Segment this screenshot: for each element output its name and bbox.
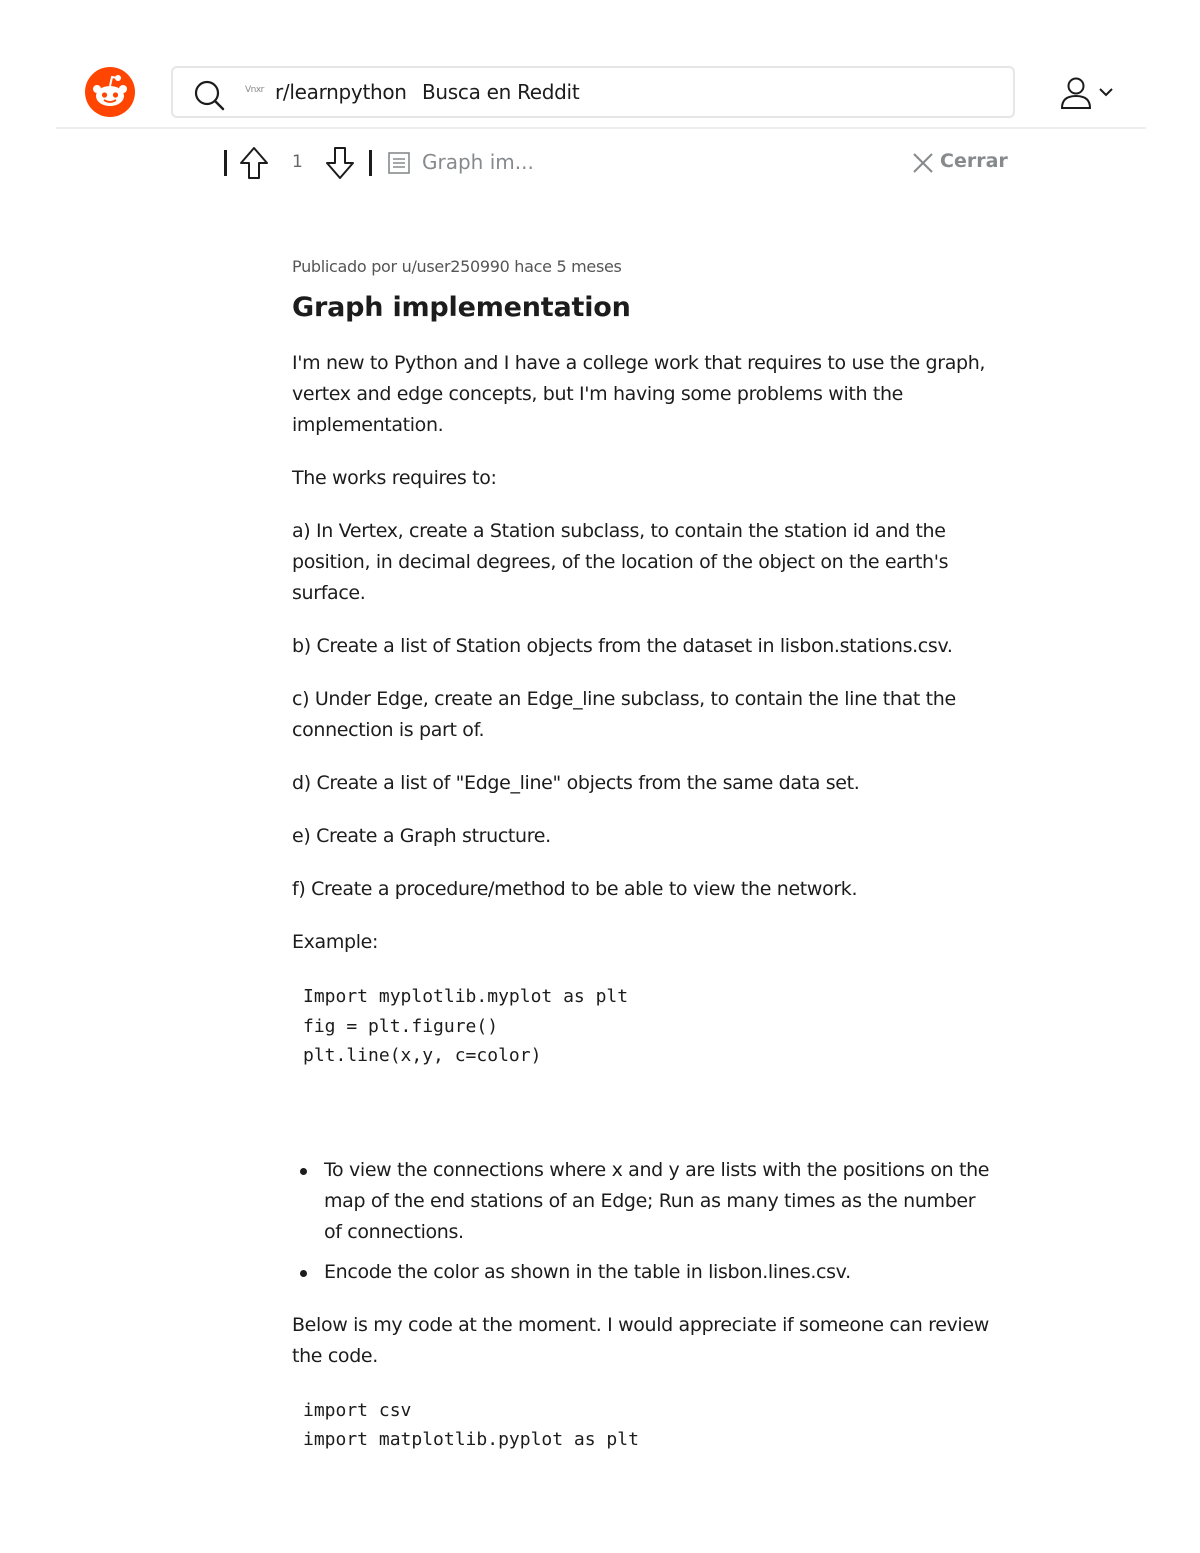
list-item	[292, 1155, 992, 1248]
post-intro: I'm new to Python and I have a college work that requires to use the graph, vertex and edge concepts, but I'm having some problems with the implementation.	[292, 352, 986, 436]
bullet-text: Encode the color as shown in the table in lisbon.lines.csv.	[324, 1260, 851, 1283]
close-icon	[912, 152, 934, 174]
downvote-arrow-icon[interactable]	[324, 146, 356, 180]
upvote-arrow-icon[interactable]	[238, 146, 270, 180]
example-label: Example:	[292, 931, 379, 953]
bullet-text: To view the connections where x and y are lists with the positions on the map of the end stations of an Edge; Run as many times as the number of connections.	[324, 1158, 990, 1243]
post-closing: Below is my code at the moment. I would appreciate if someone can review the code.	[292, 1313, 989, 1367]
post-requires: The works requires to:	[292, 467, 497, 489]
text-post-icon	[387, 151, 411, 175]
user-icon	[1062, 79, 1090, 109]
subreddit-icon: Vnxr	[245, 85, 264, 95]
requirement-item: e) Create a Graph structure.	[292, 825, 551, 847]
code-line: import matplotlib.pyplot as plt	[303, 1429, 639, 1450]
close-label: Cerrar	[940, 150, 1008, 172]
requirement-item: f) Create a procedure/method to be able to view the network.	[292, 878, 858, 900]
requirement-item: c) Under Edge, create an Edge_line subclass, to contain the line that the connection is part of.	[292, 688, 956, 741]
bullet-list	[292, 1155, 992, 1288]
list-item	[292, 1257, 992, 1288]
search-icon	[193, 79, 225, 111]
code-block	[303, 1396, 992, 1455]
requirement-item: a) In Vertex, create a Station subclass, to contain the station id and the position, in decimal degrees, of the location of the object on the earth's surface.	[292, 520, 949, 604]
toolbar-divider	[224, 150, 227, 176]
example-code-block	[303, 982, 992, 1071]
bullet-icon	[300, 1270, 307, 1277]
code-line: Import myplotlib.myplot as plt	[303, 986, 629, 1007]
search-input[interactable]: Busca en Reddit	[422, 80, 580, 104]
requirement-item: b) Create a list of Station objects from the dataset in lisbon.stations.csv.	[292, 635, 953, 657]
chevron-down-icon	[1100, 89, 1112, 95]
vote-count: 1	[292, 152, 303, 172]
subreddit-chip[interactable]: r/learnpython	[275, 80, 407, 104]
code-line: import csv	[303, 1399, 412, 1421]
top-header	[0, 0, 1200, 130]
search-bar[interactable]	[171, 66, 1015, 118]
requirement-item: d) Create a list of "Edge_line" objects from the same data set.	[292, 772, 860, 794]
header-divider	[56, 127, 1146, 129]
post-meta[interactable]: Publicado por u/user250990 hace 5 meses	[292, 257, 622, 276]
user-menu-button[interactable]	[1058, 76, 1118, 110]
bullet-icon	[300, 1168, 307, 1175]
post-toolbar	[220, 140, 1010, 184]
post-title: Graph implementation	[292, 292, 631, 323]
code-line: plt.line(x,y, c=color)	[303, 1045, 542, 1066]
toolbar-divider	[369, 150, 372, 176]
close-button[interactable]	[908, 148, 1008, 178]
post-title-short: Graph im...	[422, 150, 534, 174]
code-line: fig = plt.figure()	[303, 1015, 499, 1037]
reddit-logo-icon[interactable]	[85, 67, 135, 117]
post-content	[292, 256, 992, 1455]
